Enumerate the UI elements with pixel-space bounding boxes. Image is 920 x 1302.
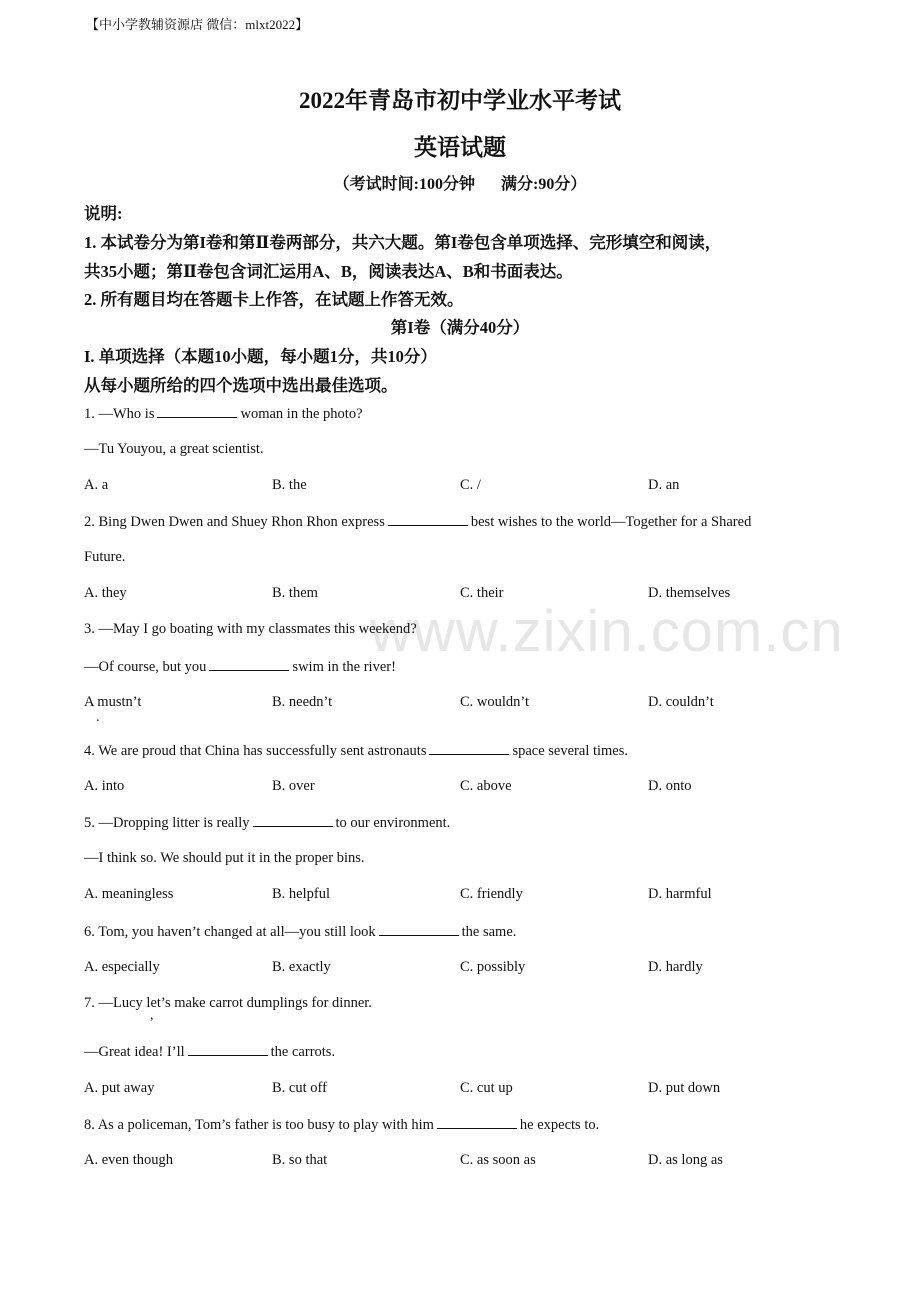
question-5-option-d: D. harmful — [648, 886, 712, 902]
question-7-reply: —Great idea! I’ll the carrots. — [84, 1044, 336, 1060]
notes-line-1: 1. 本试卷分为第I卷和第Ⅱ卷两部分，共六大题。第I卷包含单项选择、完形填空和阅读， — [84, 233, 722, 252]
question-5-reply: —I think so. We should put it in the proper bins. — [84, 850, 365, 866]
question-4-option-b: B. over — [272, 778, 315, 794]
question-1-option-c: C. / — [460, 477, 481, 493]
question-7-stem: 7. —Lucy let’s make carrot dumplings for dinner. — [84, 995, 372, 1011]
question-1-stem: 1. —Who is woman in the photo? — [84, 406, 363, 422]
question-8-option-c: C. as soon as — [460, 1152, 536, 1168]
notes-line-3: 2. 所有题目均在答题卡上作答，在试题上作答无效。 — [84, 290, 464, 309]
question-2-stem-cont: Future. — [84, 549, 126, 565]
question-6-option-c: C. possibly — [460, 959, 526, 975]
question-2-option-a: A. they — [84, 585, 127, 601]
exam-subtitle: 英语试题 — [414, 135, 506, 160]
question-7-option-a: A. put away — [84, 1080, 155, 1096]
question-3-option-a: A mustn’t — [84, 694, 142, 710]
watermark: www.zixin.com.cn — [370, 599, 844, 664]
question-2-stem: 2. Bing Dwen Dwen and Shuey Rhon Rhon express best wishes to the world—Together for a Shared — [84, 514, 752, 530]
answer-blank — [379, 923, 459, 936]
section-title: I. 单项选择（本题10小题，每小题1分，共10分） — [84, 347, 437, 366]
question-5-option-b: B. helpful — [272, 886, 330, 902]
question-8-stem: 8. As a policeman, Tom’s father is too busy to play with him he expects to. — [84, 1117, 600, 1133]
question-3-option-b: B. needn’t — [272, 694, 333, 710]
question-6-option-b: B. exactly — [272, 959, 331, 975]
question-5-option-a: A. meaningless — [84, 886, 174, 902]
question-2-option-c: C. their — [460, 585, 504, 601]
answer-blank — [429, 742, 509, 755]
part-title: 第I卷（满分40分） — [390, 318, 530, 337]
question-3-stem: 3. —May I go boating with my classmates this weekend? — [84, 621, 417, 637]
question-2-option-d: D. themselves — [648, 585, 731, 601]
answer-blank — [253, 814, 333, 827]
question-5-stem: 5. —Dropping litter is really to our environment. — [84, 815, 451, 831]
question-4-option-d: D. onto — [648, 778, 692, 794]
answer-blank — [209, 658, 289, 671]
stray-comma: , — [150, 1008, 154, 1023]
section-instruction: 从每小题所给的四个选项中选出最佳选项。 — [84, 376, 398, 395]
exam-score: 满分:90分） — [501, 176, 587, 193]
question-1-option-d: D. an — [648, 477, 680, 493]
question-8-option-b: B. so that — [272, 1152, 328, 1168]
question-1-reply: —Tu Youyou, a great scientist. — [84, 441, 264, 457]
question-3-reply: —Of course, but you swim in the river! — [84, 659, 396, 675]
question-7-option-d: D. put down — [648, 1080, 721, 1096]
answer-blank — [188, 1043, 268, 1056]
answer-blank — [388, 513, 468, 526]
exam-meta — [0, 171, 920, 194]
question-2-option-b: B. them — [272, 585, 318, 601]
question-5-option-c: C. friendly — [460, 886, 523, 902]
answer-blank — [157, 405, 237, 418]
notes-line-2: 共35小题；第Ⅱ卷包含词汇运用A、B，阅读表达A、B和书面表达。 — [84, 262, 573, 281]
notes-heading: 说明: — [84, 204, 123, 223]
question-1-option-a: A. a — [84, 477, 109, 493]
question-3-option-d: D. couldn’t — [648, 694, 714, 710]
question-6-stem: 6. Tom, you haven’t changed at all—you still look the same. — [84, 924, 517, 940]
question-4-option-a: A. into — [84, 778, 125, 794]
question-8-option-d: D. as long as — [648, 1152, 723, 1168]
question-8-option-a: A. even though — [84, 1152, 173, 1168]
question-1-option-b: B. the — [272, 477, 307, 493]
shop-header: 【中小学教辅资源店 微信：mlxt2022】 — [86, 17, 309, 32]
question-4-stem: 4. We are proud that China has successfully sent astronauts space several times. — [84, 743, 629, 759]
answer-blank — [437, 1116, 517, 1129]
question-4-option-c: C. above — [460, 778, 512, 794]
stray-dot: . — [96, 710, 100, 725]
question-6-option-d: D. hardly — [648, 959, 703, 975]
question-6-option-a: A. especially — [84, 959, 160, 975]
question-7-option-b: B. cut off — [272, 1080, 327, 1096]
exam-time: （考试时间:100分钟 — [333, 176, 475, 193]
question-3-option-c: C. wouldn’t — [460, 694, 530, 710]
question-7-option-c: C. cut up — [460, 1080, 513, 1096]
exam-title: 2022年青岛市初中学业水平考试 — [299, 88, 621, 113]
